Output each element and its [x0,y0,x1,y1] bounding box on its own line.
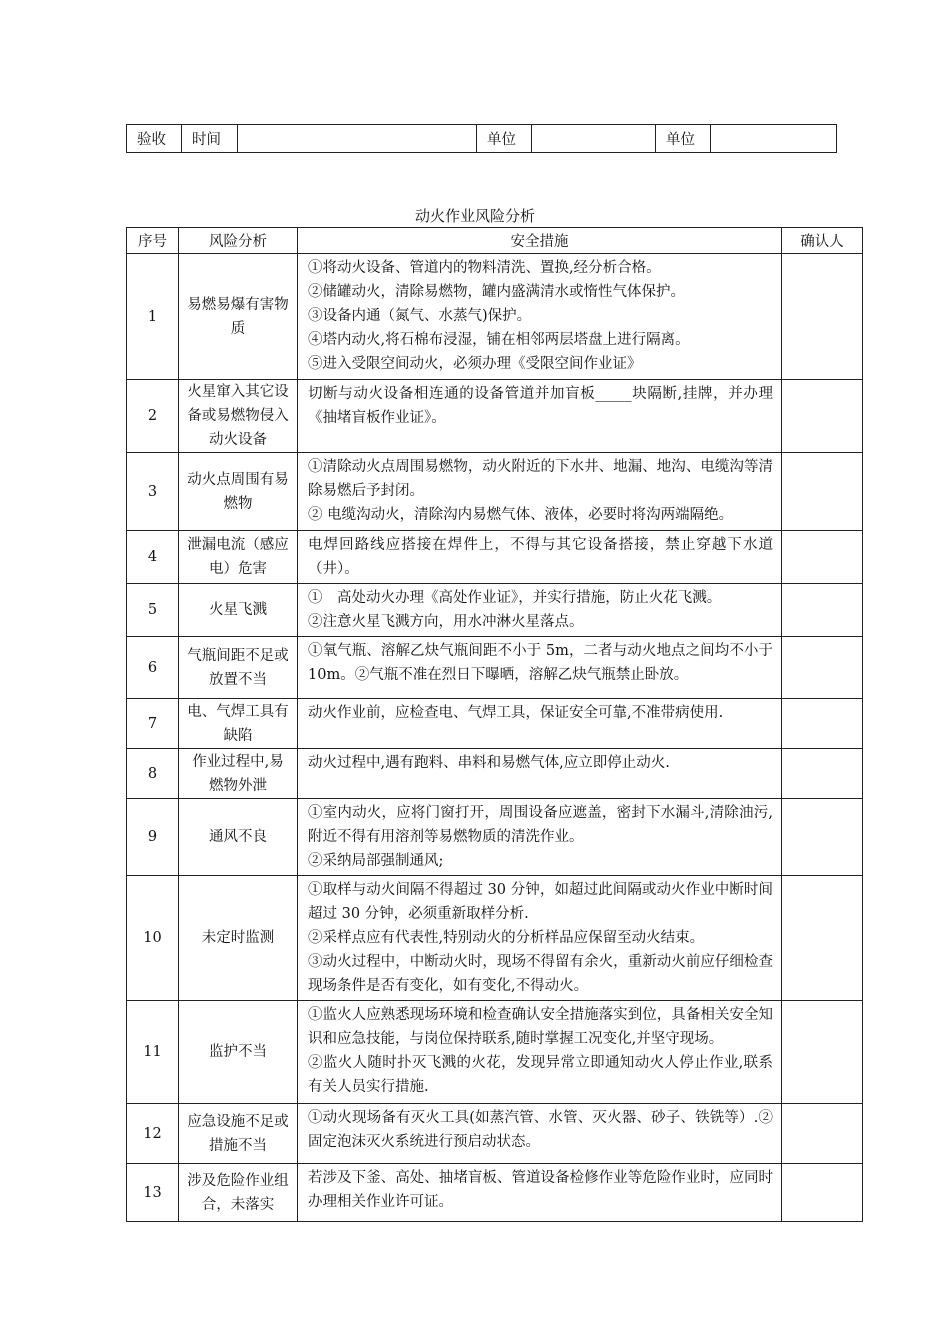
table-row [127,584,863,637]
time-value-cell[interactable] [238,125,477,153]
row-number: 11 [127,1001,179,1104]
risk-description: 火星窜入其它设备或易燃物侵入动火设备 [179,380,298,453]
confirmer-cell[interactable] [782,380,863,453]
risk-description: 易燃易爆有害物质 [179,254,298,380]
table-row [127,876,863,1001]
measure-line: ②储罐动火，清除易燃物，罐内盛满清水或惰性气体保护。 [308,284,685,300]
measure-line: ②注意火星飞溅方向，用水冲淋火星落点。 [308,614,584,630]
measure-line: 动火作业前，应检查电、气焊工具，保证安全可靠,不准带病使用. [308,705,724,721]
row-number: 1 [127,254,179,380]
acceptance-label: 验收 [127,125,182,153]
confirmer-cell[interactable] [782,637,863,699]
table-row [127,380,863,453]
safety-measures [298,254,782,380]
unit-value-cell-2[interactable] [711,125,837,153]
table-row [127,637,863,699]
confirmer-cell[interactable] [782,876,863,1001]
time-label: 时间 [182,125,238,153]
table-header-row [127,228,863,254]
row-number: 10 [127,876,179,1001]
confirmer-cell[interactable] [782,1001,863,1104]
table-row [127,699,863,749]
risk-description: 泄漏电流（感应电）危害 [179,531,298,584]
safety-measures [298,531,782,584]
safety-measures [298,799,782,876]
table-row [127,749,863,799]
measure-line: ① 高处动火办理《高处作业证》，并实行措施，防止火花飞溅。 [308,590,722,606]
risk-description: 未定时监测 [179,876,298,1001]
measure-line: ①室内动火，应将门窗打开，周围设备应遮盖，密封下水漏斗,清除油污,附近不得有用溶剂等易燃物质的清洗作业。 [308,805,773,845]
header-measures: 安全措施 [298,228,782,254]
risk-description: 监护不当 [179,1001,298,1104]
safety-measures [298,637,782,699]
risk-description: 通风不良 [179,799,298,876]
safety-measures [298,1104,782,1164]
measure-line: ④塔内动火,将石棉布浸湿，铺在相邻两层塔盘上进行隔离。 [308,332,690,348]
safety-measures [298,699,782,749]
safety-measures [298,584,782,637]
table-row [127,453,863,531]
measure-line: ②采样点应有代表性,特别动火的分析样品应保留至动火结束。 [308,930,705,946]
risk-description: 作业过程中,易燃物外泄 [179,749,298,799]
header-risk: 风险分析 [179,228,298,254]
table-row [127,531,863,584]
table-row [127,1104,863,1164]
risk-description: 动火点周围有易燃物 [179,453,298,531]
measure-line: ⑤进入受限空间动火，必须办理《受限空间作业证》 [308,356,642,372]
row-number: 13 [127,1164,179,1222]
table-row [127,254,863,380]
row-number: 7 [127,699,179,749]
risk-analysis-table [126,227,863,1222]
measure-line: 电焊回路线应搭接在焊件上，不得与其它设备搭接，禁止穿越下水道（井）。 [308,537,773,577]
measure-line: ②采纳局部强制通风; [308,853,444,869]
unit-label-1: 单位 [477,125,532,153]
measure-line: ③动火过程中，中断动火时，现场不得留有余火，重新动火前应仔细检查现场条件是否有变化，如有变化,不得动火。 [308,954,773,994]
measure-line: 动火过程中,遇有跑料、串料和易燃气体,应立即停止动火. [308,755,670,771]
confirmer-cell[interactable] [782,453,863,531]
risk-description: 电、气焊工具有缺陷 [179,699,298,749]
measure-line: ①动火现场备有灭火工具(如蒸汽管、水管、灭火器、砂子、铁铣等）.②固定泡沫灭火系统进行预启动状态。 [308,1110,773,1150]
safety-measures [298,749,782,799]
measure-line: ①监火人应熟悉现场环境和检查确认安全措施落实到位，具备相关安全知识和应急技能，与岗位保持联系,随时掌握工况变化,并坚守现场。 [308,1007,773,1047]
measure-line: ② 电缆沟动火，清除沟内易燃气体、液体，必要时将沟两端隔绝。 [308,507,734,523]
row-number: 8 [127,749,179,799]
measure-line: ①将动火设备、管道内的物料清洗、置换,经分析合格。 [308,260,661,276]
measure-line: ②监火人随时扑灭飞溅的火花，发现异常立即通知动火人停止作业,联系有关人员实行措施. [308,1055,773,1095]
header-no: 序号 [127,228,179,254]
risk-description: 应急设施不足或措施不当 [179,1104,298,1164]
row-number: 5 [127,584,179,637]
confirmer-cell[interactable] [782,1104,863,1164]
confirmer-cell[interactable] [782,749,863,799]
risk-description: 气瓶间距不足或放置不当 [179,637,298,699]
table-row [127,1164,863,1222]
confirmer-cell[interactable] [782,254,863,380]
risk-description: 涉及危险作业组合，未落实 [179,1164,298,1222]
acceptance-table [126,124,837,153]
safety-measures [298,876,782,1001]
row-number: 3 [127,453,179,531]
safety-measures [298,1164,782,1222]
risk-description: 火星飞溅 [179,584,298,637]
confirmer-cell[interactable] [782,1164,863,1222]
unit-label-2: 单位 [656,125,711,153]
page-title: 动火作业风险分析 [414,207,535,225]
row-number: 2 [127,380,179,453]
confirmer-cell[interactable] [782,699,863,749]
unit-value-cell-1[interactable] [532,125,656,153]
measure-line: 切断与动火设备相连通的设备管道并加盲板_____块隔断,挂牌，并办理《抽堵盲板作业证》。 [308,386,773,426]
row-number: 6 [127,637,179,699]
safety-measures [298,1001,782,1104]
header-confirm: 确认人 [782,228,863,254]
confirmer-cell[interactable] [782,584,863,637]
measure-line: 若涉及下釜、高处、抽堵盲板、管道设备检修作业等危险作业时，应同时办理相关作业许可证。 [308,1170,773,1210]
confirmer-cell[interactable] [782,799,863,876]
safety-measures [298,453,782,531]
row-number: 12 [127,1104,179,1164]
table-row [127,1001,863,1104]
risk-table-body [127,254,863,1222]
acceptance-row [127,125,837,153]
confirmer-cell[interactable] [782,531,863,584]
safety-measures [298,380,782,453]
measure-line: ①取样与动火间隔不得超过 30 分钟，如超过此间隔或动火作业中断时间超过 30 分钟，必须重新取样分析. [308,882,773,922]
measure-line: ③设备内通（氮气、水蒸气)保护。 [308,308,532,324]
row-number: 9 [127,799,179,876]
measure-line: ①氧气瓶、溶解乙炔气瓶间距不小于 5m，二者与动火地点之间均不小于 10m。②气瓶不准在烈日下曝晒，溶解乙炔气瓶禁止卧放。 [308,643,773,683]
table-row [127,799,863,876]
row-number: 4 [127,531,179,584]
measure-line: ①清除动火点周围易燃物，动火附近的下水井、地漏、地沟、电缆沟等清除易燃后予封闭。 [308,459,773,499]
